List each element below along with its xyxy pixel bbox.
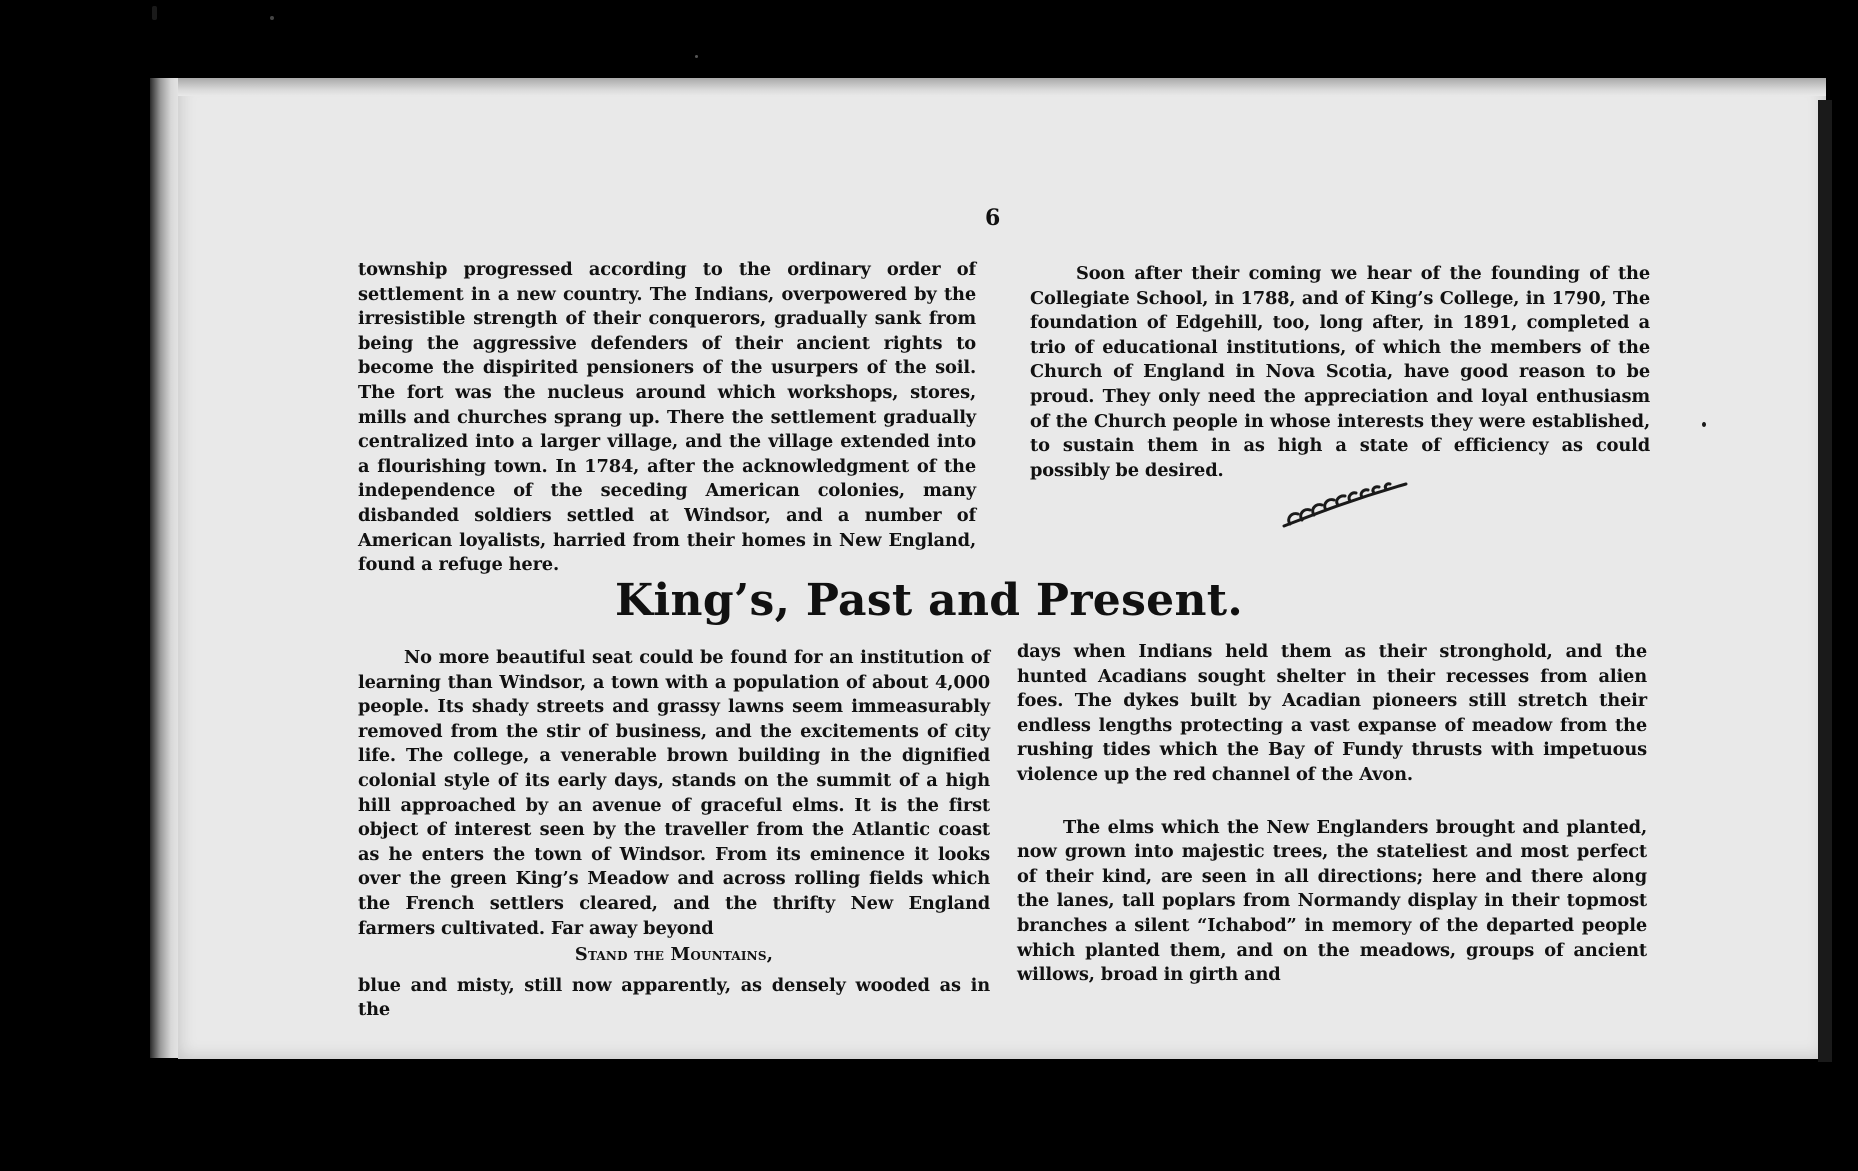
book-page-edge-left <box>150 78 180 1058</box>
scan-speck <box>270 16 274 20</box>
text-column-bottom-right <box>1017 640 1647 988</box>
text-column-top-right <box>1030 262 1650 483</box>
paragraph: days when Indians held them as their stronghold, and the hunted Acadians sought shelter in their recesses from alien foes. The dykes built by Acadian pioneers still stretch their endless lengths protecting a vast expanse of meadow from the rushing tides which the Bay of Fundy thrusts with impetuous violence up the red channel of the Avon. <box>1017 641 1647 785</box>
section-heading: King’s, Past and Present. <box>614 575 1243 626</box>
paragraph: The elms which the New Englanders brought and planted, now grown into majestic trees, the stateliest and most perfect of their kind, are seen in all directions; here and there along the lanes, tall poplars from Normandy display in their topmost branches a silent “Ichabod” in memory of the departed people which planted them, and on the meadows, groups of ancient willows, broad in girth and <box>1017 816 1647 986</box>
scan-speck <box>152 6 157 20</box>
paragraph: blue and misty, still now apparently, as densely wooded as in the <box>358 974 990 1021</box>
paragraph: township progressed according to the ordinary order of settlement in a new country. The Indians, overpowered by the irresistible strength of their conquerors, gradually sank from being the aggressive defenders of their ancient rights to become the dispirited pensioners of the usurpers of the soil. The fort was the nucleus around which workshops, stores, mills and churches sprang up. There the settlement gradually centralized into a larger village, and the village extended into a flourishing town. In 1784, after the acknowledgment of the independence of the seceding American colonies, many disbanded soldiers settled at Windsor, and a number of American loyalists, harried from their homes in New England, found a refuge here. <box>358 259 976 576</box>
book-page-edge-top <box>178 78 1826 96</box>
paragraph: No more beautiful seat could be found for an institution of learning than Windsor, a town with a population of about 4,000 people. Its shady streets and grassy lawns seem immeasurably removed from the stir of business, and the excitements of city life. The college, a venerable brown building in the dignified colonial style of its early days, stands on the summit of a high hill approached by an avenue of graceful elms. It is the first object of interest seen by the traveller from the Atlantic coast as he enters the town of Windsor. From its eminence it looks over the green King’s Meadow and across rolling fields which the French settlers cleared, and the thrifty New England farmers cultivated. Far away beyond <box>358 647 990 939</box>
scan-speck <box>695 55 698 58</box>
page-number: 6 <box>985 205 1001 231</box>
paragraph: Soon after their coming we hear of the founding of the Collegiate School, in 1788, and of King’s College, in 1790, The foundation of Edgehill, too, long after, in 1891, completed a trio of educational institutions, of which the members of the Church of England in Nova Scotia, have good reason to be proud. They only need the appreciation and loyal enthusiasm of the Church people in whose interests they were established, to sustain them in as high a state of efficiency as could possibly be desired. <box>1030 263 1650 481</box>
decorative-flourish <box>1280 478 1410 530</box>
scan-speck <box>1702 422 1706 427</box>
small-caps-line: Stand the Mountains, <box>574 944 774 966</box>
text-column-bottom-left <box>358 646 990 1023</box>
text-column-top-left <box>358 258 976 578</box>
